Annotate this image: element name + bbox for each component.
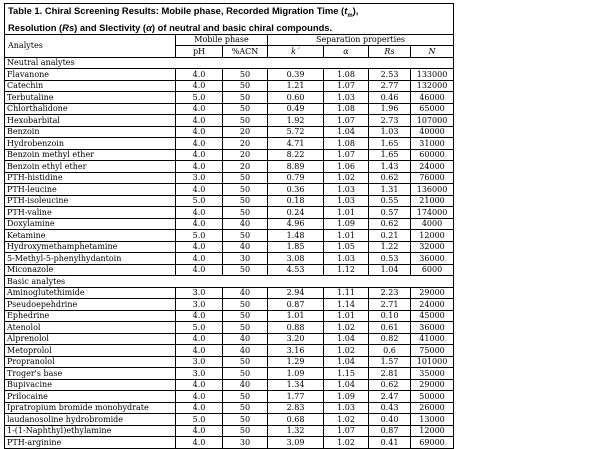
cell-n: 24000	[411, 299, 454, 311]
cell-n: 35000	[411, 368, 454, 380]
table-row	[5, 264, 454, 276]
cell-alpha: 1.02	[324, 414, 369, 426]
cell-rs: 0.21	[369, 230, 411, 242]
cell-rs: 0.10	[369, 310, 411, 322]
cell-acn: 50	[223, 92, 268, 104]
cell-ph: 4.0	[176, 115, 223, 127]
cell-ph: 4.0	[176, 184, 223, 196]
header-row-1	[5, 34, 454, 46]
cell-n: 45000	[411, 310, 454, 322]
analyte-name: PTH-histidine	[5, 172, 176, 184]
cell-n: 133000	[411, 69, 454, 81]
cell-n: 107000	[411, 115, 454, 127]
cell-acn: 40	[223, 345, 268, 357]
analyte-name: Ephedrine	[5, 310, 176, 322]
cell-ph: 4.0	[176, 310, 223, 322]
cell-alpha: 1.05	[324, 241, 369, 253]
table-row	[5, 391, 454, 403]
cell-alpha: 1.07	[324, 425, 369, 437]
analyte-name: Troger's base	[5, 368, 176, 380]
cell-rs: 2.53	[369, 69, 411, 81]
cell-n: 136000	[411, 184, 454, 196]
cell-alpha: 1.03	[324, 253, 369, 265]
table-row	[5, 103, 454, 115]
cell-ph: 5.0	[176, 230, 223, 242]
cell-rs: 0.41	[369, 437, 411, 449]
cell-k: 0.18	[268, 195, 324, 207]
cell-n: 101000	[411, 356, 454, 368]
cell-k: 1.77	[268, 391, 324, 403]
cell-k: 1.85	[268, 241, 324, 253]
cell-ph: 3.0	[176, 172, 223, 184]
table-row	[5, 69, 454, 81]
table-row	[5, 241, 454, 253]
cell-k: 0.88	[268, 322, 324, 334]
cell-acn: 20	[223, 126, 268, 138]
cell-acn: 50	[223, 356, 268, 368]
cell-k: 0.68	[268, 414, 324, 426]
table-row	[5, 287, 454, 299]
cell-n: 36000	[411, 253, 454, 265]
table-row	[5, 414, 454, 426]
analyte-name: Catechin	[5, 80, 176, 92]
cell-acn: 50	[223, 264, 268, 276]
cell-alpha: 1.03	[324, 184, 369, 196]
cell-rs: 0.43	[369, 402, 411, 414]
caption-text: ) of neutral and basic chiral compounds.	[151, 21, 333, 33]
cell-ph: 4.0	[176, 402, 223, 414]
cell-k: 4.96	[268, 218, 324, 230]
cell-acn: 50	[223, 368, 268, 380]
table-container	[4, 3, 453, 449]
cell-k: 3.16	[268, 345, 324, 357]
cell-alpha: 1.02	[324, 437, 369, 449]
cell-acn: 50	[223, 80, 268, 92]
analyte-name: Benzoin ethyl ether	[5, 161, 176, 173]
cell-n: 21000	[411, 195, 454, 207]
cell-acn: 20	[223, 138, 268, 150]
caption-row	[5, 4, 454, 35]
cell-acn: 40	[223, 241, 268, 253]
caption-text: Resolution (	[8, 21, 63, 33]
cell-ph: 5.0	[176, 322, 223, 334]
cell-ph: 4.0	[176, 345, 223, 357]
cell-alpha: 1.07	[324, 80, 369, 92]
cell-acn: 50	[223, 172, 268, 184]
cell-ph: 3.0	[176, 356, 223, 368]
cell-alpha: 1.12	[324, 264, 369, 276]
table-row	[5, 161, 454, 173]
cell-n: 60000	[411, 149, 454, 161]
cell-ph: 3.0	[176, 287, 223, 299]
cell-ph: 4.0	[176, 80, 223, 92]
cell-rs: 1.43	[369, 161, 411, 173]
cell-ph: 4.0	[176, 241, 223, 253]
header-rs: Rs	[369, 46, 411, 58]
cell-ph: 5.0	[176, 195, 223, 207]
cell-rs: 0.62	[369, 218, 411, 230]
table-row	[5, 195, 454, 207]
cell-rs: 2.23	[369, 287, 411, 299]
cell-n: 31000	[411, 138, 454, 150]
analyte-name: Miconazole	[5, 264, 176, 276]
section-row-neutral	[5, 57, 454, 69]
cell-n: 41000	[411, 333, 454, 345]
analyte-name: Aminoglutethimide	[5, 287, 176, 299]
cell-k: 1.29	[268, 356, 324, 368]
caption-rs-symbol: Rs	[62, 21, 75, 33]
analyte-name: Metoprolol	[5, 345, 176, 357]
analyte-name: Bupivacine	[5, 379, 176, 391]
analyte-name: Alprenolol	[5, 333, 176, 345]
cell-ph: 4.0	[176, 425, 223, 437]
cell-k: 0.24	[268, 207, 324, 219]
analyte-name: 1-(1-Naphthyl)ethylamine	[5, 425, 176, 437]
caption-alpha-symbol: α	[146, 21, 152, 33]
table-body	[5, 57, 454, 448]
table-row	[5, 92, 454, 104]
cell-alpha: 1.01	[324, 310, 369, 322]
cell-n: 132000	[411, 80, 454, 92]
analyte-name: Hydrobenzoin	[5, 138, 176, 150]
cell-acn: 40	[223, 218, 268, 230]
cell-rs: 2.77	[369, 80, 411, 92]
table-row	[5, 149, 454, 161]
cell-rs: 2.47	[369, 391, 411, 403]
cell-rs: 2.71	[369, 299, 411, 311]
cell-acn: 20	[223, 149, 268, 161]
cell-ph: 4.0	[176, 207, 223, 219]
cell-rs: 0.87	[369, 425, 411, 437]
header-ph: pH	[176, 46, 223, 58]
cell-rs: 1.31	[369, 184, 411, 196]
cell-n: 76000	[411, 172, 454, 184]
table-row	[5, 253, 454, 265]
table-row	[5, 230, 454, 242]
header-alpha: α	[324, 46, 369, 58]
cell-n: 32000	[411, 241, 454, 253]
cell-n: 12000	[411, 425, 454, 437]
cell-k: 0.79	[268, 172, 324, 184]
cell-k: 1.09	[268, 368, 324, 380]
analyte-name: 5-Methyl-5-phenylhydantoin	[5, 253, 176, 265]
cell-n: 26000	[411, 402, 454, 414]
analyte-name: Propranolol	[5, 356, 176, 368]
cell-acn: 50	[223, 184, 268, 196]
caption-text: Table 1. Chiral Screening Results: Mobile phase, Recorded Migration Time (	[8, 5, 345, 16]
cell-alpha: 1.06	[324, 161, 369, 173]
analyte-name: PTH-valine	[5, 207, 176, 219]
cell-k: 2.83	[268, 402, 324, 414]
cell-acn: 50	[223, 115, 268, 127]
analyte-name: Hexobarbital	[5, 115, 176, 127]
analyte-name: Terbutaline	[5, 92, 176, 104]
analyte-name: Atenolol	[5, 322, 176, 334]
analyte-name: laudanosoline hydrobromide	[5, 414, 176, 426]
header-k-prime: k´	[268, 46, 324, 58]
cell-ph: 4.0	[176, 69, 223, 81]
caption-tm-subscript: m	[347, 12, 353, 19]
table-row	[5, 80, 454, 92]
cell-acn: 40	[223, 287, 268, 299]
cell-ph: 4.0	[176, 138, 223, 150]
caption-text: ) and Slectivity (	[74, 21, 147, 33]
cell-k: 3.08	[268, 253, 324, 265]
cell-ph: 3.0	[176, 368, 223, 380]
cell-alpha: 1.08	[324, 103, 369, 115]
cell-acn: 50	[223, 322, 268, 334]
cell-acn: 50	[223, 69, 268, 81]
table-row	[5, 333, 454, 345]
table-row	[5, 218, 454, 230]
section-row-basic	[5, 276, 454, 288]
analyte-name: Ipratropium bromide monohydrate	[5, 402, 176, 414]
cell-k: 4.53	[268, 264, 324, 276]
cell-n: 4000	[411, 218, 454, 230]
cell-alpha: 1.04	[324, 333, 369, 345]
cell-alpha: 1.02	[324, 172, 369, 184]
cell-rs: 1.04	[369, 264, 411, 276]
table-row	[5, 345, 454, 357]
analyte-name: Benzoin methyl ether	[5, 149, 176, 161]
cell-alpha: 1.02	[324, 322, 369, 334]
cell-acn: 50	[223, 391, 268, 403]
cell-alpha: 1.04	[324, 356, 369, 368]
cell-rs: 1.22	[369, 241, 411, 253]
header-analytes: Analytes	[5, 34, 176, 57]
cell-k: 5.72	[268, 126, 324, 138]
cell-rs: 0.40	[369, 414, 411, 426]
cell-n: 46000	[411, 92, 454, 104]
cell-k: 1.01	[268, 310, 324, 322]
cell-n: 12000	[411, 230, 454, 242]
analyte-name: Doxylamine	[5, 218, 176, 230]
cell-ph: 3.0	[176, 299, 223, 311]
table-row	[5, 437, 454, 449]
table-row	[5, 356, 454, 368]
cell-n: 65000	[411, 103, 454, 115]
table-row	[5, 207, 454, 219]
cell-alpha: 1.04	[324, 379, 369, 391]
cell-rs: 0.55	[369, 195, 411, 207]
table-row	[5, 322, 454, 334]
chiral-screening-table	[4, 3, 454, 449]
cell-n: 40000	[411, 126, 454, 138]
cell-acn: 50	[223, 299, 268, 311]
cell-alpha: 1.15	[324, 368, 369, 380]
cell-alpha: 1.07	[324, 149, 369, 161]
cell-n: 24000	[411, 161, 454, 173]
cell-rs: 0.62	[369, 172, 411, 184]
table-row	[5, 379, 454, 391]
cell-rs: 0.6	[369, 345, 411, 357]
cell-acn: 50	[223, 207, 268, 219]
cell-n: 69000	[411, 437, 454, 449]
cell-n: 29000	[411, 379, 454, 391]
cell-ph: 5.0	[176, 414, 223, 426]
cell-k: 0.36	[268, 184, 324, 196]
cell-alpha: 1.03	[324, 195, 369, 207]
caption-tm-symbol: t	[344, 5, 348, 16]
cell-rs: 0.62	[369, 379, 411, 391]
analyte-name: Hydroxymethamphetamine	[5, 241, 176, 253]
cell-n: 174000	[411, 207, 454, 219]
cell-ph: 5.0	[176, 92, 223, 104]
header-mobile-phase: Mobile phase	[176, 34, 268, 46]
cell-rs: 2.73	[369, 115, 411, 127]
header-acn: %ACN	[223, 46, 268, 58]
cell-acn: 20	[223, 161, 268, 173]
analyte-name: Benzoin	[5, 126, 176, 138]
table-row	[5, 172, 454, 184]
cell-rs: 0.82	[369, 333, 411, 345]
cell-acn: 50	[223, 402, 268, 414]
cell-rs: 0.53	[369, 253, 411, 265]
analyte-name: PTH-arginine	[5, 437, 176, 449]
cell-alpha: 1.03	[324, 92, 369, 104]
cell-alpha: 1.04	[324, 126, 369, 138]
cell-ph: 4.0	[176, 126, 223, 138]
cell-acn: 50	[223, 195, 268, 207]
cell-acn: 50	[223, 425, 268, 437]
cell-k: 8.89	[268, 161, 324, 173]
cell-n: 29000	[411, 287, 454, 299]
cell-n: 75000	[411, 345, 454, 357]
cell-ph: 4.0	[176, 253, 223, 265]
cell-rs: 2.81	[369, 368, 411, 380]
cell-n: 50000	[411, 391, 454, 403]
cell-k: 1.21	[268, 80, 324, 92]
analyte-name: Chlorthalidone	[5, 103, 176, 115]
analyte-name: Pseudoepehdrine	[5, 299, 176, 311]
cell-acn: 30	[223, 253, 268, 265]
cell-alpha: 1.11	[324, 287, 369, 299]
analyte-name: PTH-isoleucine	[5, 195, 176, 207]
cell-rs: 0.61	[369, 322, 411, 334]
analyte-name: PTH-leucine	[5, 184, 176, 196]
table-row	[5, 126, 454, 138]
caption-text: ),	[352, 5, 359, 16]
analyte-name: Flavanone	[5, 69, 176, 81]
cell-alpha: 1.14	[324, 299, 369, 311]
cell-alpha: 1.01	[324, 207, 369, 219]
table-row	[5, 310, 454, 322]
header-n: N	[411, 46, 454, 58]
table-row	[5, 115, 454, 127]
cell-k: 1.34	[268, 379, 324, 391]
analyte-name: Ketamine	[5, 230, 176, 242]
cell-k: 0.87	[268, 299, 324, 311]
cell-rs: 1.96	[369, 103, 411, 115]
cell-alpha: 1.01	[324, 230, 369, 242]
cell-n: 13000	[411, 414, 454, 426]
cell-ph: 4.0	[176, 264, 223, 276]
cell-rs: 1.65	[369, 149, 411, 161]
table-row	[5, 425, 454, 437]
cell-k: 1.32	[268, 425, 324, 437]
cell-alpha: 1.08	[324, 69, 369, 81]
cell-acn: 30	[223, 437, 268, 449]
cell-n: 36000	[411, 322, 454, 334]
cell-alpha: 1.08	[324, 138, 369, 150]
cell-alpha: 1.02	[324, 345, 369, 357]
cell-alpha: 1.09	[324, 391, 369, 403]
table-caption	[5, 4, 454, 35]
cell-k: 0.39	[268, 69, 324, 81]
cell-k: 2.94	[268, 287, 324, 299]
cell-ph: 4.0	[176, 379, 223, 391]
cell-acn: 40	[223, 333, 268, 345]
cell-ph: 4.0	[176, 161, 223, 173]
cell-alpha: 1.03	[324, 402, 369, 414]
cell-alpha: 1.07	[324, 115, 369, 127]
header-separation-properties: Separation properties	[268, 34, 454, 46]
table-row	[5, 138, 454, 150]
section-label-basic: Basic analytes	[5, 276, 454, 288]
cell-ph: 4.0	[176, 149, 223, 161]
cell-acn: 40	[223, 379, 268, 391]
cell-acn: 50	[223, 310, 268, 322]
cell-n: 6000	[411, 264, 454, 276]
cell-k: 1.92	[268, 115, 324, 127]
cell-k: 4.71	[268, 138, 324, 150]
table-row	[5, 402, 454, 414]
cell-ph: 4.0	[176, 391, 223, 403]
cell-rs: 1.65	[369, 138, 411, 150]
cell-k: 3.20	[268, 333, 324, 345]
cell-rs: 1.57	[369, 356, 411, 368]
cell-rs: 0.57	[369, 207, 411, 219]
cell-k: 8.22	[268, 149, 324, 161]
table-row	[5, 299, 454, 311]
cell-alpha: 1.09	[324, 218, 369, 230]
cell-ph: 4.0	[176, 103, 223, 115]
cell-acn: 50	[223, 230, 268, 242]
cell-k: 1.48	[268, 230, 324, 242]
table-row	[5, 184, 454, 196]
section-label-neutral: Neutral analytes	[5, 57, 454, 69]
analyte-name: Prilocaine	[5, 391, 176, 403]
table-row	[5, 368, 454, 380]
cell-ph: 4.0	[176, 333, 223, 345]
cell-rs: 1.03	[369, 126, 411, 138]
cell-ph: 4.0	[176, 218, 223, 230]
cell-acn: 50	[223, 414, 268, 426]
cell-k: 3.09	[268, 437, 324, 449]
cell-ph: 4.0	[176, 437, 223, 449]
cell-k: 0.60	[268, 92, 324, 104]
cell-acn: 50	[223, 103, 268, 115]
cell-rs: 0.46	[369, 92, 411, 104]
cell-k: 0.49	[268, 103, 324, 115]
